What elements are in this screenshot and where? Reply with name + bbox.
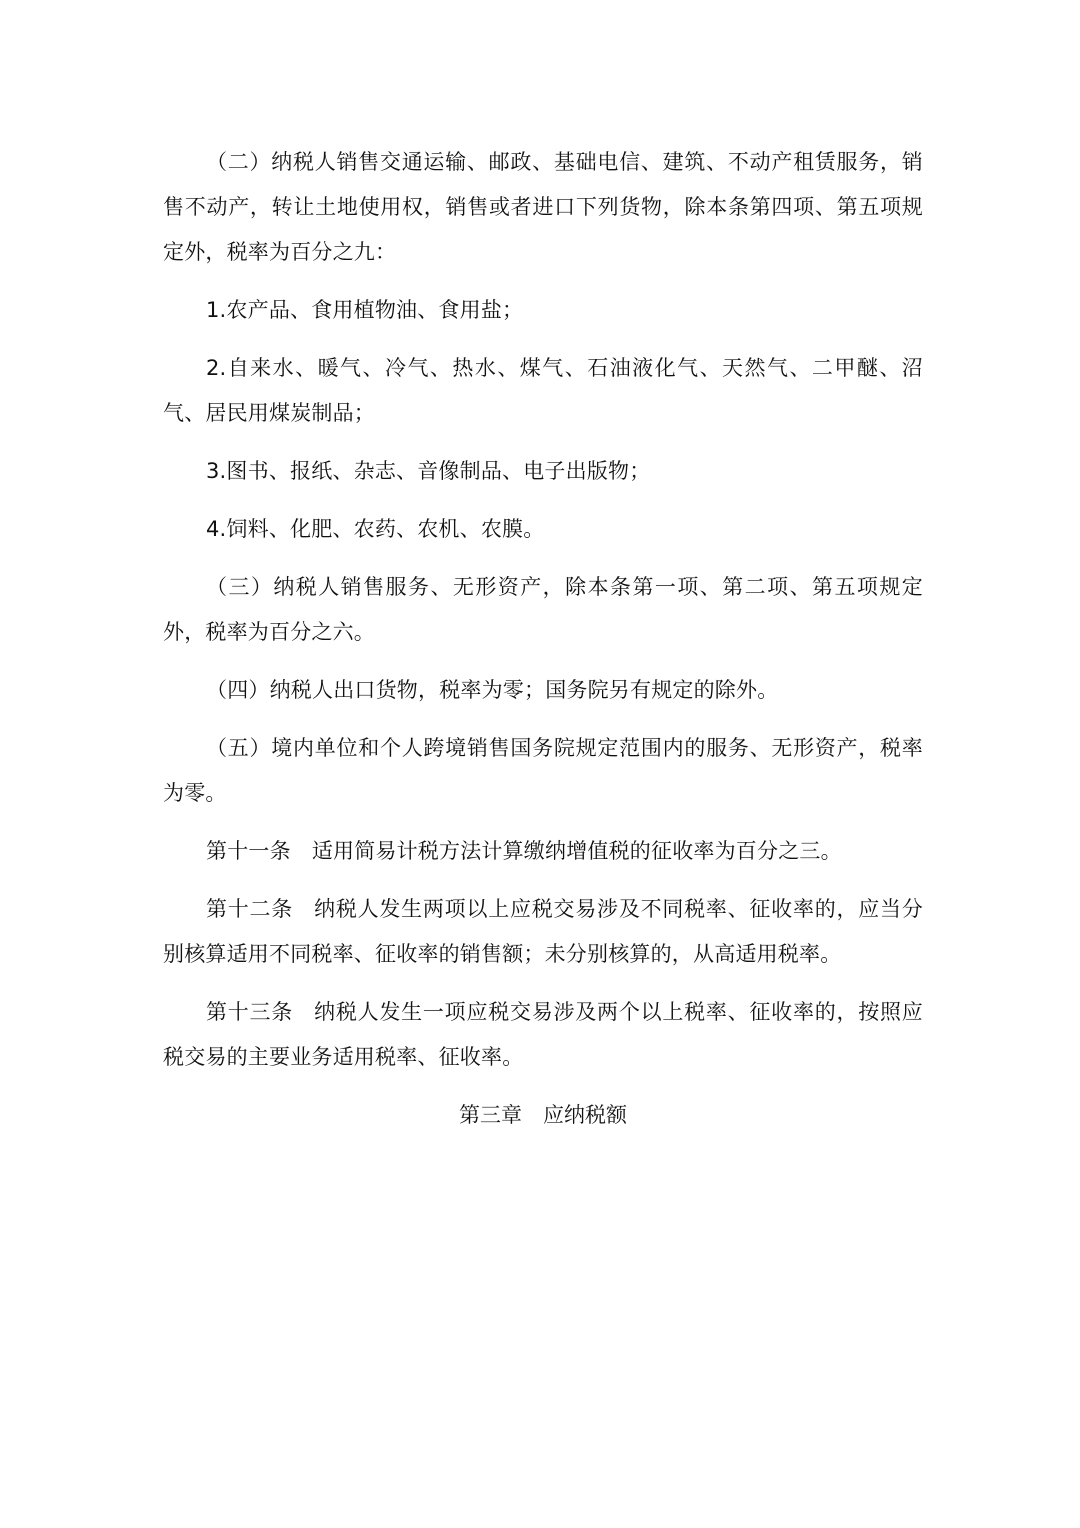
paragraph-item-2: （二）纳税人销售交通运输、邮政、基础电信、建筑、不动产租赁服务，销售不动产，转让土地使用权，销售或者进口下列货物，除本条第四项、第五项规定外，税率为百分之九：	[163, 150, 923, 264]
article-12	[163, 887, 923, 977]
paragraph-item-5: （五）境内单位和个人跨境销售国务院规定范围内的服务、无形资产，税率为零。	[163, 736, 923, 805]
article-11	[163, 829, 923, 874]
article-11-number: 第十一条	[206, 839, 291, 863]
article-13-number: 第十三条	[206, 1000, 294, 1024]
paragraph-item-3: （三）纳税人销售服务、无形资产，除本条第一项、第二项、第五项规定外，税率为百分之六。	[163, 575, 923, 644]
list-item-1: 1.农产品、食用植物油、食用盐；	[206, 298, 524, 322]
list-item-4: 4.饲料、化肥、农药、农机、农膜。	[206, 517, 545, 541]
chapter-heading	[163, 1093, 923, 1138]
chapter-title: 应纳税额	[543, 1103, 627, 1127]
article-12-text: 纳税人发生两项以上应税交易涉及不同税率、征收率的，应当分别核算适用不同税率、征收率的销售额；未分别核算的，从高适用税率。	[163, 897, 923, 966]
document-body	[163, 140, 923, 1138]
article-13	[163, 990, 923, 1080]
list-item-2: 2.自来水、暖气、冷气、热水、煤气、石油液化气、天然气、二甲醚、沼气、居民用煤炭制品；	[163, 356, 923, 425]
article-13-text: 纳税人发生一项应税交易涉及两个以上税率、征收率的，按照应税交易的主要业务适用税率、征收率。	[163, 1000, 923, 1069]
list-item-3: 3.图书、报纸、杂志、音像制品、电子出版物；	[206, 459, 651, 483]
paragraph-item-4: （四）纳税人出口货物，税率为零；国务院另有规定的除外。	[206, 678, 779, 702]
chapter-number: 第三章	[459, 1103, 522, 1127]
article-11-text: 适用简易计税方法计算缴纳增值税的征收率为百分之三。	[311, 839, 842, 863]
article-12-number: 第十二条	[206, 897, 294, 921]
